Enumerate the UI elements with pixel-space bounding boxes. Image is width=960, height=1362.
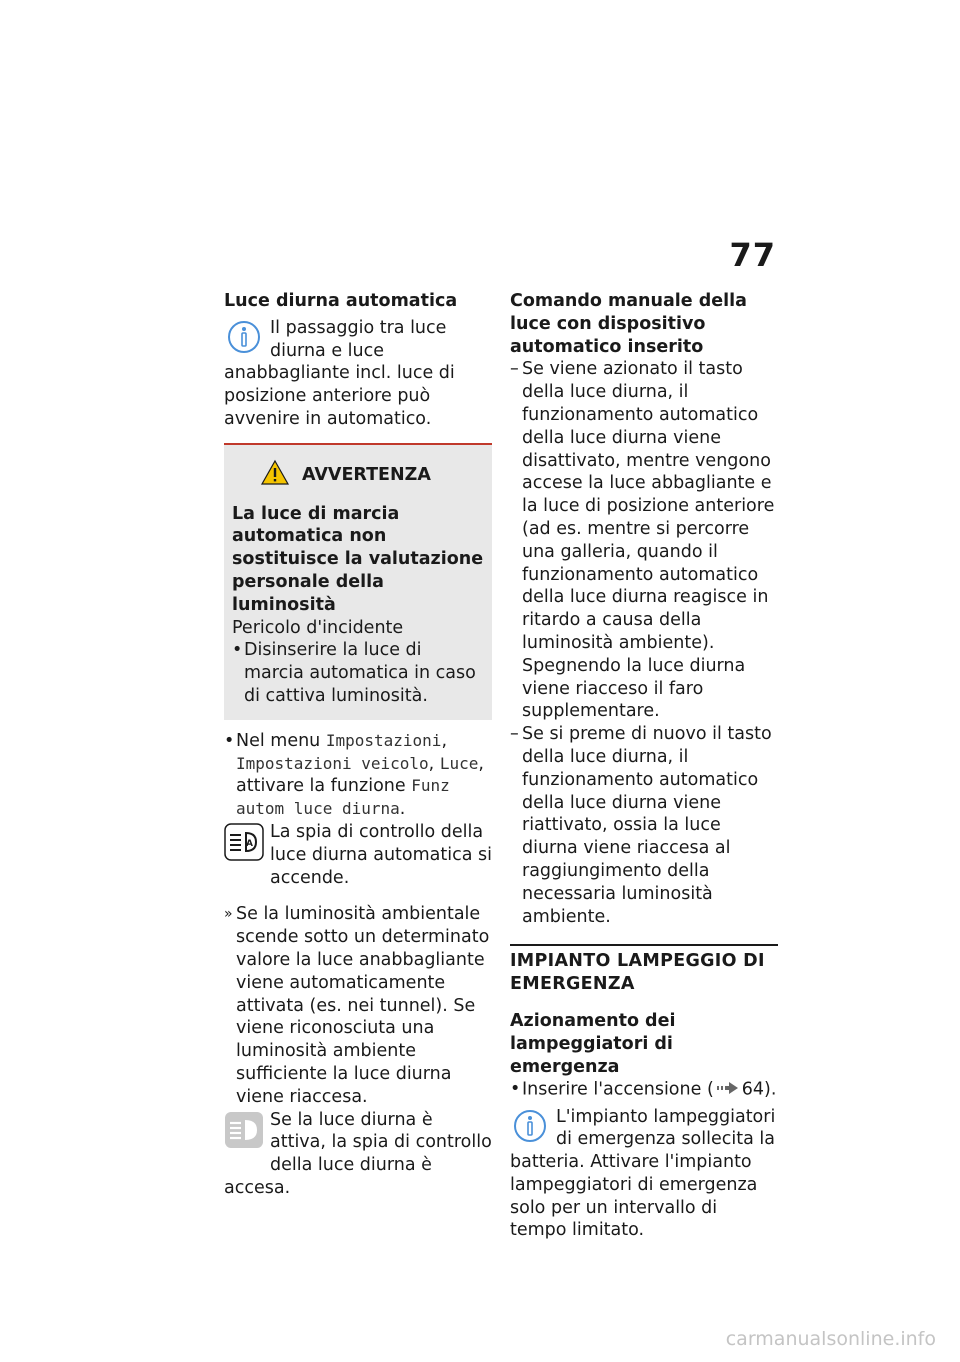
result-marker: » <box>224 906 233 923</box>
heading-daylight-auto: Luce diurna automatica <box>224 291 458 311</box>
result-text: Se la luminosità ambientale scende sotto un determinato valore la luce anabbagliante viene automaticamente attivata (es. nei tunnel). Se viene riconosciuta una luminosità ambiente sufficiente la luce diurna viene riaccesa. <box>236 904 490 1107</box>
page-number: 77 <box>729 236 776 274</box>
indicator-note-auto-text: La spia di controllo della luce diurna automatica si accende. <box>270 821 492 888</box>
dash-marker: – <box>510 724 519 745</box>
dash-item-text: Se si preme di nuovo il tasto della luce diurna, il funzionamento automatico della luce diurna viene riattivato, ossia la luce diurna viene riaccesa al raggiungimento della necessaria luminosità ambiente. <box>522 724 772 927</box>
instruction-step <box>510 1078 778 1101</box>
step-prefix: Nel menu <box>236 730 326 751</box>
step-sep-1: , <box>441 730 448 751</box>
warning-triangle-icon <box>260 459 290 493</box>
page-reference-arrow-icon[interactable] <box>717 1078 739 1101</box>
page-reference[interactable]: 64 <box>741 1079 765 1100</box>
warning-title-text: AVVERTENZA <box>302 465 431 486</box>
step-mid: , attivare la funzione <box>236 753 484 797</box>
info-note-text: L'impianto lampeggiatori di emergenza sollecita la batteria. Attivare l'impianto lampeggiatori di emergenza solo per un intervallo di tempo limitato. <box>510 1106 776 1241</box>
info-note <box>224 317 492 431</box>
auto-daylight-indicator-icon <box>224 823 264 868</box>
dash-item <box>510 723 778 928</box>
menu-path-4: Funz autom luce diurna <box>236 776 450 819</box>
info-icon <box>510 1108 550 1144</box>
step-bullet: • <box>510 1079 521 1100</box>
subheading-hazard: Azionamento dei lampeggiatori di emergenza <box>510 1010 676 1077</box>
section-title: IMPIANTO LAMPEGGIO DI EMERGENZA <box>510 944 778 996</box>
indicator-note-daylight <box>224 1109 492 1200</box>
instruction-step <box>224 730 492 821</box>
step-text: Inserire l'accensione ( <box>522 1079 714 1100</box>
indicator-note-daylight-text: Se la luce diurna è attiva, la spia di controllo della luce diurna è accesa. <box>224 1109 492 1198</box>
info-icon <box>224 319 264 355</box>
dash-marker: – <box>510 359 519 380</box>
warning-risk: Pericolo d'incidente <box>232 617 404 638</box>
dash-item <box>510 358 778 723</box>
right-column <box>510 290 778 1242</box>
warning-statement: La luce di marcia automatica non sostituisce la valutazione personale della luminosità <box>232 503 484 615</box>
dash-item-text: Se viene azionato il tasto della luce diurna, il funzionamento automatico della luce diurna viene disattivato, mentre vengono accese la luce abbagliante e la luce di posizione anteriore (ad es. mentre si percorre una galleria, quando il funzionamento automatico della luce diurna reagisce in ritardo a causa della luminosità ambiente). Spegnendo la luce diurna viene riacceso il faro supplementare. <box>522 359 775 722</box>
result-item <box>224 903 492 1108</box>
menu-path-2: Impostazioni veicolo <box>236 753 429 773</box>
menu-path-1: Impostazioni <box>325 730 442 750</box>
info-note-text: Il passaggio tra luce diurna e luce anabbagliante incl. luce di posizione anteriore può avvenire in automatico. <box>224 317 455 429</box>
left-column <box>224 290 492 1200</box>
step-sep-2: , <box>428 753 435 774</box>
watermark: carmanualsonline.info <box>725 1328 936 1350</box>
info-note <box>510 1106 778 1243</box>
svg-text:A: A <box>246 838 253 849</box>
step-end: . <box>399 799 406 820</box>
step-bullet: • <box>224 730 235 751</box>
indicator-note-auto <box>224 821 492 889</box>
step-end: ). <box>764 1079 777 1100</box>
menu-path-3: Luce <box>439 753 479 773</box>
warning-title <box>260 459 484 493</box>
warning-box <box>224 443 492 720</box>
daylight-indicator-icon <box>224 1111 264 1156</box>
heading-manual-control: Comando manuale della luce con dispositivo automatico inserito <box>510 291 747 357</box>
warning-bullet: • Disinserire la luce di marcia automatica in caso di cattiva luminosità. <box>232 639 484 707</box>
